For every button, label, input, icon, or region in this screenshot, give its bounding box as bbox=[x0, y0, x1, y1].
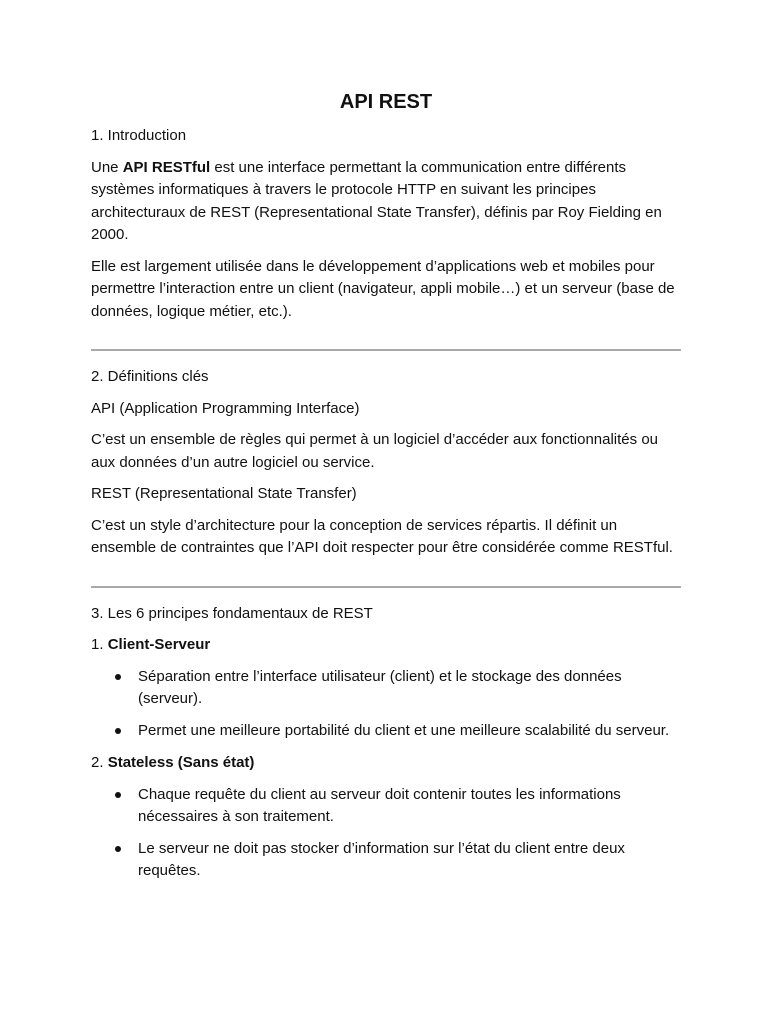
bullet-icon bbox=[115, 728, 121, 734]
principle-number: 1. bbox=[91, 636, 108, 653]
section-heading-introduction: 1. Introduction bbox=[91, 127, 187, 144]
list-item-text: Chaque requête du client au serveur doit contenir toutes les informations nécessaires à son traitement. bbox=[138, 785, 621, 825]
api-restful-term: API RESTful bbox=[122, 158, 211, 176]
list-item-text: Le serveur ne doit pas stocker d’information sur l’état du client entre deux requêtes. bbox=[138, 839, 625, 879]
definition-term-rest: REST (Representational State Transfer) bbox=[91, 485, 357, 502]
horizontal-divider bbox=[91, 586, 681, 588]
bullet-list-client-server bbox=[91, 666, 681, 743]
list-item bbox=[91, 784, 681, 829]
intro-paragraph-1-prefix: Une bbox=[91, 158, 123, 176]
principle-name: Client-Serveur bbox=[107, 636, 211, 653]
intro-paragraph-1-text: est une interface permettant la communication entre différents systèmes informatiques à travers le protocole HTTP en suivant les principes architecturaux de REST (Representational State Transfer), définis par Roy Fielding en 2000. bbox=[91, 158, 662, 243]
section-heading-principles: 3. Les 6 principes fondamentaux de REST bbox=[91, 604, 373, 622]
principle-title-client-server bbox=[91, 634, 681, 657]
intro-paragraph-2: Elle est largement utilisée dans le développement d’applications web et mobiles pour permettre l’interaction entre un client (navigateur, appli mobile…) et un serveur (base de données, logique métier, etc.). bbox=[91, 257, 675, 320]
document-title: API REST bbox=[339, 91, 433, 113]
intro-paragraph-1 bbox=[91, 157, 681, 247]
list-item bbox=[91, 720, 681, 743]
section-heading-definitions: 2. Définitions clés bbox=[91, 368, 209, 385]
list-item-text: Permet une meilleure portabilité du client et une meilleure scalabilité du serveur. bbox=[138, 721, 670, 739]
principle-number: 2. bbox=[91, 754, 108, 771]
definition-text-rest: C’est un style d’architecture pour la conception de services répartis. Il définit un ensemble de contraintes que l’API doit respecter pour être considérée comme RESTful. bbox=[91, 516, 673, 556]
document-page bbox=[91, 88, 681, 893]
definition-term-api: API (Application Programming Interface) bbox=[91, 399, 360, 417]
principle-title-stateless bbox=[91, 752, 681, 775]
list-item bbox=[91, 666, 681, 711]
list-item bbox=[91, 838, 681, 883]
definition-text-api: C’est un ensemble de règles qui permet à un logiciel d’accéder aux fonctionnalités ou aux données d’un autre logiciel ou service. bbox=[91, 431, 659, 471]
bullet-icon bbox=[115, 674, 121, 680]
principle-name: Stateless (Sans état) bbox=[107, 754, 255, 771]
bullet-icon bbox=[115, 792, 121, 798]
horizontal-divider bbox=[91, 349, 681, 351]
list-item-text: Séparation entre l’interface utilisateur (client) et le stockage des données (serveur). bbox=[138, 667, 622, 707]
bullet-list-stateless bbox=[91, 784, 681, 883]
bullet-icon bbox=[115, 846, 121, 852]
